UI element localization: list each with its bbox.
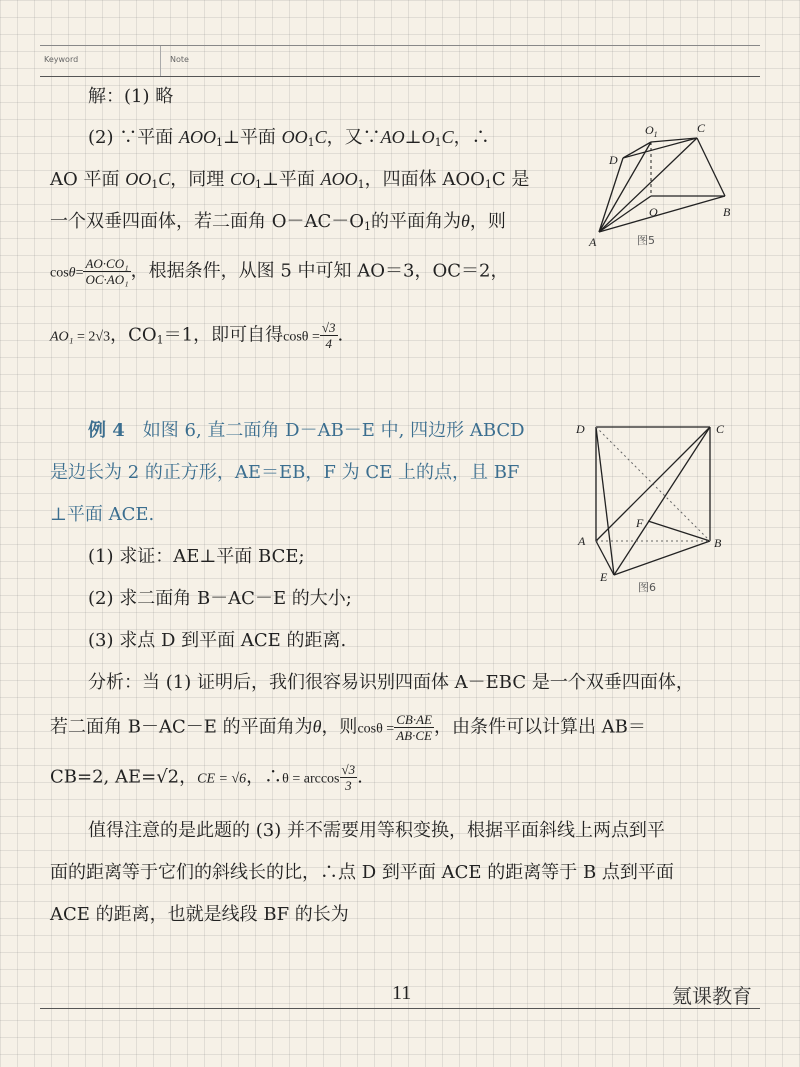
fig6-label-c: C	[716, 422, 725, 436]
solution-line-6: AO₁ = 2√3，$CO_1=1$，即可自得cosθ = $\frac{√3}{4}$ .	[50, 320, 344, 351]
brand-name: 氪课教育	[672, 984, 752, 1008]
fig6-label-a: A	[578, 534, 586, 548]
figure-5	[585, 118, 750, 258]
figure-6	[570, 415, 750, 600]
note-line-2: 面的距离等于它们的斜线长的比，∴点 D 到平面 ACE 的距离等于 B 点到平面	[50, 862, 674, 883]
fig6-label-b: B	[714, 536, 722, 550]
analysis-line-3: CB=2, AE=√2，CE = √6，∴θ = arccos $\frac{√3}{3}$ .	[50, 762, 363, 793]
solution-line-3: AO 平面 $OO_1C$，同理 $CO_1\perp$平面 $AOO_1$，四面体 $AOO_1C$ 是	[50, 169, 530, 191]
note-label: Note	[170, 55, 189, 64]
example-4-line-2: 是边长为 2 的正方形，AE＝EB，F 为 CE 上的点，且 BF	[50, 462, 520, 483]
fig6-label-f: F	[636, 516, 644, 530]
fig5-label-o: O	[649, 205, 658, 219]
analysis-line-2: 若二面角 B－AC－E 的平面角为θ，则cosθ = $\frac{CB\cdot AE}{AB\cdot CE}$ ，由条件可以计算出 AB＝	[50, 712, 646, 743]
example-4-line-3: ⊥平面 ACE.	[50, 504, 155, 525]
question-3: (3) 求点 D 到平面 ACE 的距离.	[88, 630, 347, 651]
fig5-caption: 图5	[637, 234, 655, 247]
page-header	[40, 45, 760, 77]
fig5-label-a: A	[589, 235, 597, 249]
footer-rule	[40, 1008, 760, 1009]
fig5-label-b: B	[723, 205, 731, 219]
question-1: (1) 求证：AE⊥平面 BCE;	[88, 546, 305, 567]
solution-line-2: (2) ∵平面 $AOO_1\perp$平面 $OO_1C$，又$\because AO\perp O_1C$，∴	[88, 127, 490, 149]
page-number: 11	[392, 982, 412, 1004]
header-divider	[160, 46, 161, 76]
solution-line-1: 解：(1) 略	[88, 86, 174, 107]
fig5-label-c: C	[697, 121, 706, 135]
fig6-caption: 图6	[638, 581, 656, 594]
fig6-label-d: D	[576, 422, 585, 436]
fig5-label-o1: $O_1$	[645, 123, 658, 139]
fig6-label-e: E	[600, 570, 608, 584]
fraction-cos-aoo1: $\frac{\text{AO·CO₁}}{\text{OC·AO₁}}$	[85, 256, 129, 287]
question-2: (2) 求二面角 B－AC－E 的大小;	[88, 588, 352, 609]
example-4-line-1: 例 4 如图 6, 直二面角 D－AB－E 中, 四边形 ABCD	[88, 420, 525, 441]
keyword-label: Keyword	[44, 55, 79, 64]
example-4-title: 例 4	[88, 420, 125, 441]
solution-line-4: 一个双垂四面体，若二面角 $O-AC-O_1$的平面角为θ，则	[50, 211, 506, 233]
fig5-label-d: D	[609, 153, 618, 167]
note-line-3: ACE 的距离，也就是线段 BF 的长为	[50, 904, 349, 925]
note-line-1: 值得注意的是此题的 (3) 并不需要用等积变换，根据平面斜线上两点到平	[88, 820, 665, 841]
analysis-line-1: 分析：当 (1) 证明后，我们很容易识别四面体 A－EBC 是一个双垂四面体，	[88, 672, 694, 693]
solution-line-5: cosθ= $\frac{\text{AO·CO₁}}{\text{OC·AO₁}}$ ，根据条件，从图 5 中可知 AO＝3，OC＝2，	[50, 256, 509, 287]
